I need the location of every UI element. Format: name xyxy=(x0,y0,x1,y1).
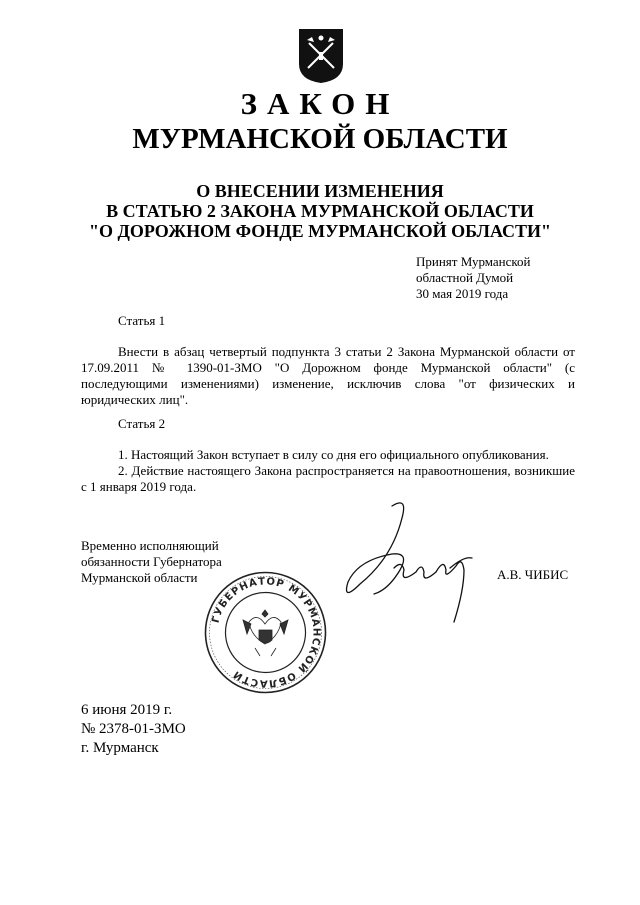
article-1-heading: Статья 1 xyxy=(118,313,166,328)
article-1-text: Внести в абзац четвертый подпункта 3 статьи 2 Закона Мурманской области от 17.09.2011 № 1390-01-ЗМО "О Дорожном фонде Мурманской области" (с последующими изменениями) изменение, исключив слова "от физических и юридических лиц". xyxy=(81,344,575,407)
law-number: № 2378-01-ЗМО xyxy=(81,721,186,737)
article-2-item-1: 1. Настоящий Закон вступает в силу со дня его официального опубликования. xyxy=(118,447,549,462)
article-2-item-2: 2. Действие настоящего Закона распространяется на правоотношения, возникшие с 1 января 2019 года. xyxy=(81,463,575,494)
signature xyxy=(330,498,490,628)
signing-date: 6 июня 2019 г. xyxy=(81,702,173,718)
document-title: ЗАКОН xyxy=(240,86,400,121)
adoption-line-1: Принят Мурманской xyxy=(416,254,531,269)
signatory-line-3: Мурманской области xyxy=(81,570,198,585)
subject-line-3: "О ДОРОЖНОМ ФОНДЕ МУРМАНСКОЙ ОБЛАСТИ" xyxy=(88,221,552,241)
document-region: МУРМАНСКОЙ ОБЛАСТИ xyxy=(132,123,508,155)
adoption-line-3: 30 мая 2019 года xyxy=(416,286,509,301)
coat-of-arms-emblem xyxy=(298,28,344,84)
subject-line-1: О ВНЕСЕНИИ ИЗМЕНЕНИЯ xyxy=(196,181,444,201)
subject-line-2: В СТАТЬЮ 2 ЗАКОНА МУРМАНСКОЙ ОБЛАСТИ xyxy=(106,201,534,221)
document-footer xyxy=(81,701,186,758)
article-2-heading: Статья 2 xyxy=(118,416,166,431)
signatory-line-1: Временно исполняющий xyxy=(81,538,219,553)
article-1-body xyxy=(81,344,575,408)
official-seal xyxy=(203,570,328,695)
article-2-body xyxy=(81,447,575,495)
seal-text: ГУБЕРНАТОР МУРМАНСКОЙ ОБЛАСТИ xyxy=(210,576,322,689)
signatory-line-2: обязанности Губернатора xyxy=(81,554,222,569)
adoption-line-2: областной Думой xyxy=(416,270,514,285)
city: г. Мурманск xyxy=(81,740,159,756)
adoption-note xyxy=(416,254,531,302)
signatory-title xyxy=(81,538,222,586)
signatory-name: А.В. ЧИБИС xyxy=(497,567,569,582)
